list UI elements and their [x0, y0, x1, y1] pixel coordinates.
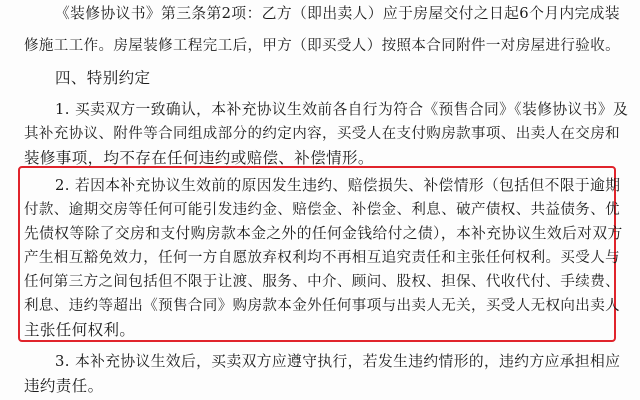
- clause-2-line-5: 任何第三方之间包括但不限于让渡、服务、中介、顾问、股权、担保、代收代付、手续费、: [24, 274, 620, 290]
- section-heading-special-terms: 四、特别约定: [55, 69, 151, 87]
- clause-2-line-1: 2. 若因本补充协议生效前的原因发生违约、赔偿损失、补偿情形（包括但不限于逾期: [55, 177, 621, 194]
- clause-1-line-2: 其补充协议、附件等合同组成部分的约定内容，买受人在支付购房款事项、出卖人在交房和: [24, 126, 620, 142]
- text-line-2: 修施工工作。房屋装修工程完工后，甲方（即买受人）按照本合同附件一对房屋进行验收。: [24, 38, 620, 54]
- clause-2-line-3: 先债权等除了交房和支付购房款本金之外的任何金钱给付之债），本补充协议生效后对双方: [24, 225, 623, 242]
- text-line-1: 《装修协议书》第三条第2项：乙方（即出卖人）应于房屋交付之日起6个月内完成装: [55, 5, 620, 22]
- clause-2-line-4: 产生相互豁免效力，任何一方自愿放弃权利均不再相互追究责任和主张任何权利。买受人与: [24, 250, 620, 266]
- clause-1-line-3: 装修事项，均不存在任何违约或赔偿、补偿情形。: [24, 149, 374, 167]
- clause-3-line-1: 3. 本补充协议生效后，买卖双方应遵守执行，若发生违约情形的，违约方应承担相应: [55, 353, 621, 370]
- clause-2-line-7: 主张任何权利。: [24, 321, 136, 339]
- clause-2-line-2: 付款、逾期交房等任何可能引发违约金、赔偿金、补偿金、利息、破产债权、共益债务、优: [24, 202, 620, 218]
- clause-2-line-6: 利息、违约等超出《预售合同》购房款本金外任何事项与出卖人无关，买受人无权向出卖人: [24, 298, 620, 314]
- clause-3-line-2: 违约责任。: [24, 377, 104, 395]
- clause-1-line-1: 1. 买卖双方一致确认，本补充协议生效前各自行为符合《预售合同》《装修协议书》及: [55, 101, 629, 118]
